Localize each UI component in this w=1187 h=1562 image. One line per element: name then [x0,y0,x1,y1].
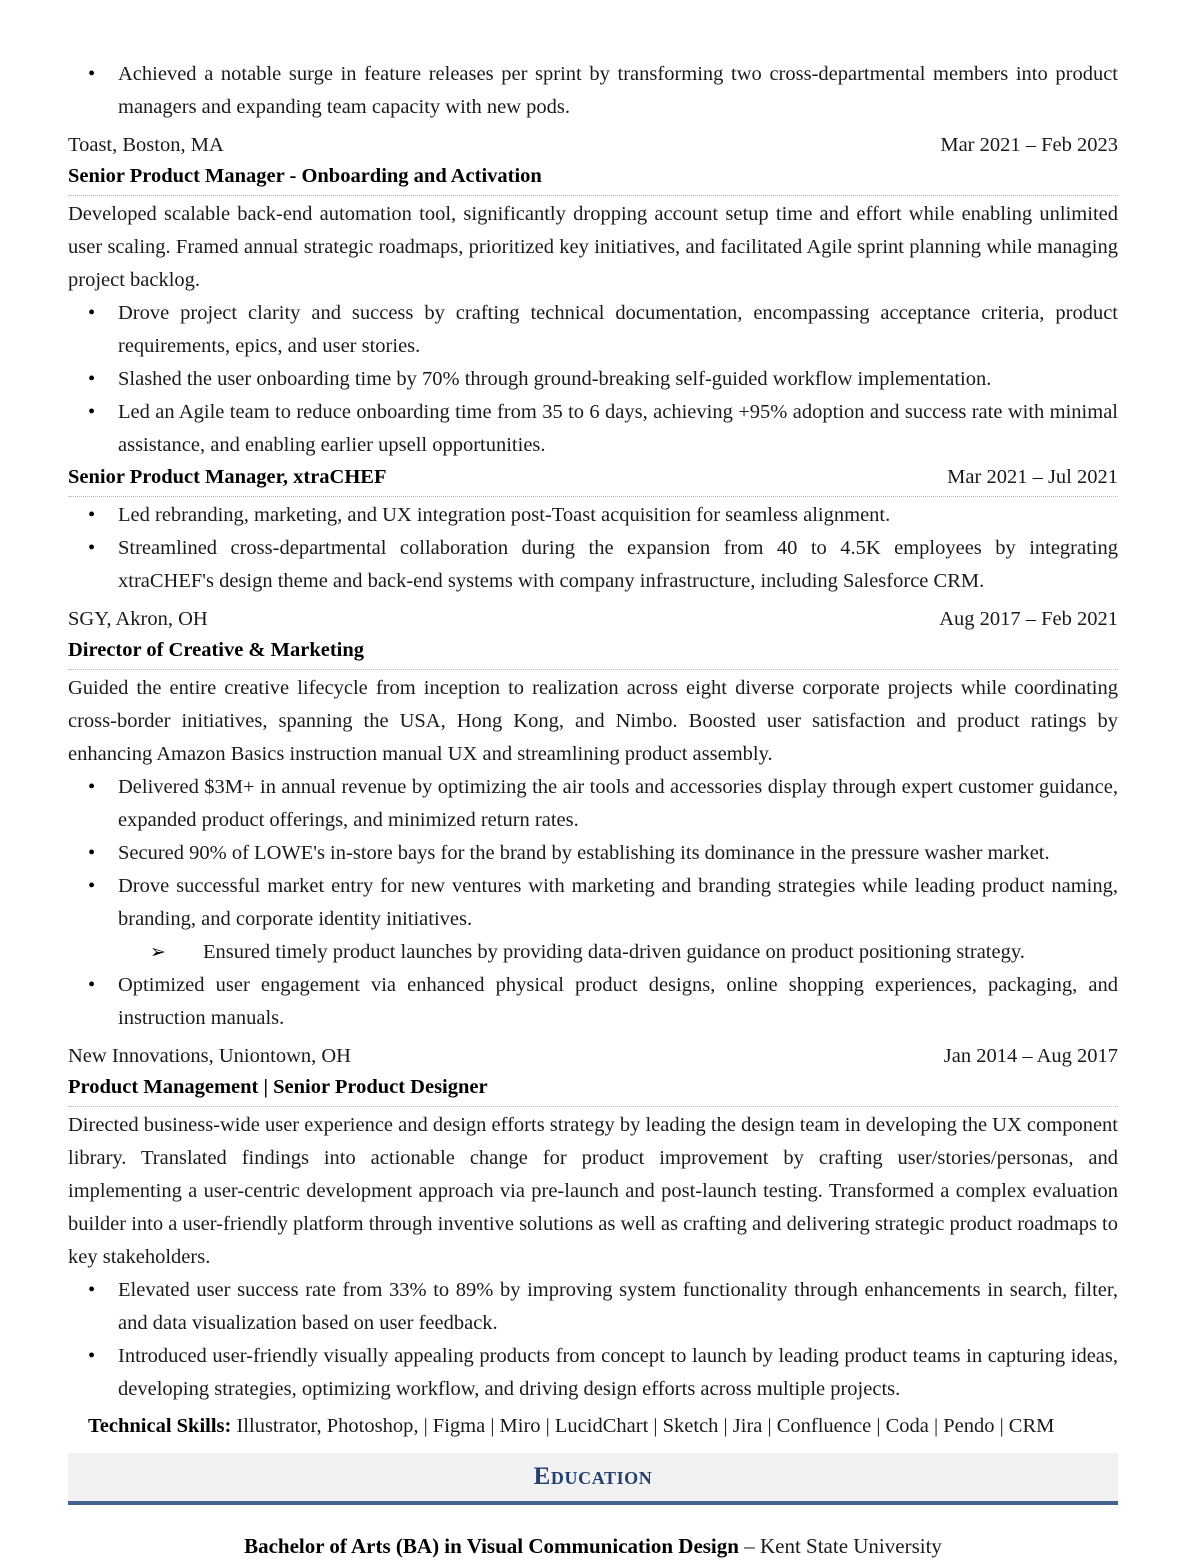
achievement-list [68,771,1118,936]
job-title: Senior Product Manager, xtraCHEF [68,466,387,488]
bullet-icon: • [88,974,96,996]
experience-role-row [68,635,1118,666]
separator-dash: – [744,1534,755,1558]
list-item [68,532,1118,598]
arrow-bullet-icon: ➢ [150,942,166,963]
bullet-icon: • [88,1345,96,1367]
list-item [68,870,1118,936]
list-item-text: Streamlined cross-departmental collaboration during the expansion from 40 to 4.5K employees by integrating xtraCHEF's design theme and back-end systems with company infrastructure, including Salesforce CRM. [118,537,1118,592]
list-item-text: Optimized user engagement via enhanced physical product designs, online shopping experiences, packaging, and instruction manuals. [118,974,1118,1029]
section-title: Education [533,1463,653,1490]
list-item-text: Led rebranding, marketing, and UX integration post-Toast acquisition for seamless alignment. [118,504,891,526]
experience-role-row [68,161,1118,192]
list-item [68,499,1118,532]
list-item-text: Introduced user-friendly visually appealing products from concept to launch by leading product teams in capturing ideas, developing strategies, optimizing workflow, and driving design efforts across multiple projects. [118,1345,1118,1400]
experience-role-row [68,1072,1118,1103]
sub-achievement-list [68,936,1118,969]
bullet-icon: • [88,302,96,324]
company-name: New Innovations, Uniontown, OH [68,1045,351,1067]
school-name: Kent State University [759,1534,942,1558]
list-item-text: Secured 90% of LOWE's in-store bays for the brand by establishing its dominance in the pressure washer market. [118,842,1050,864]
continued-bullet-list [68,58,1118,124]
achievement-list [68,499,1118,598]
education-section-header [68,1453,1118,1505]
bullet-icon: • [88,368,96,390]
bullet-icon: • [88,401,96,423]
list-item-text: Led an Agile team to reduce onboarding time from 35 to 6 days, achieving +95% adoption and success rate with minimal assistance, and enabling earlier upsell opportunities. [118,401,1118,456]
bullet-icon: • [88,842,96,864]
list-item [68,58,1118,124]
list-item-text: Achieved a notable surge in feature releases per sprint by transforming two cross-departmental members into product managers and expanding team capacity with new pods. [118,63,1118,118]
experience-company-row [68,604,1118,635]
list-item [68,363,1118,396]
role-summary: Developed scalable back-end automation tool, significantly dropping account setup time and effort while enabling unlimited user scaling. Framed annual strategic roadmaps, prioritized key initiatives, and facilitated Agile sprint planning while managing project backlog. [68,203,1118,291]
achievement-list [68,1274,1118,1406]
degree-name: Bachelor of Arts (BA) in Visual Communication Design [244,1534,739,1558]
bullet-icon: • [88,504,96,526]
employment-dates: Jan 2014 – Aug 2017 [943,1045,1118,1067]
experience-company-row [68,130,1118,161]
bullet-icon: • [88,875,96,897]
divider [68,1106,1118,1107]
list-item-text: Elevated user success rate from 33% to 89% by improving system functionality through enhancements in search, filter, and data visualization based on user feedback. [118,1279,1118,1334]
technical-skills-label: Technical Skills: [88,1415,232,1437]
technical-skills-line [68,1410,1118,1443]
role-summary: Directed business-wide user experience and design efforts strategy by leading the design team in developing the UX component library. Translated findings into actionable change for product improvement by crafting user/stories/personas, and implementing a user-centric development approach via pre-launch and post-launch testing. Transformed a complex evaluation builder into a user-friendly platform through inventive solutions as well as crafting and delivering strategic product roadmaps to key stakeholders. [68,1114,1118,1268]
achievement-list-continued [68,969,1118,1035]
list-item [68,936,1118,969]
list-item [68,837,1118,870]
divider [68,195,1118,196]
bullet-icon: • [88,537,96,559]
experience-role-row [68,462,1118,493]
list-item-text: Drove project clarity and success by crafting technical documentation, encompassing acceptance criteria, product requirements, epics, and user stories. [118,302,1118,357]
employment-dates: Mar 2021 – Jul 2021 [947,466,1118,488]
job-title: Director of Creative & Marketing [68,639,365,661]
job-title: Senior Product Manager - Onboarding and Activation [68,165,542,187]
experience-company-row [68,1041,1118,1072]
divider [68,496,1118,497]
list-item [68,1274,1118,1340]
company-name: SGY, Akron, OH [68,608,208,630]
role-summary: Guided the entire creative lifecycle from inception to realization across eight diverse corporate projects while coordinating cross-border initiatives, spanning the USA, Hong Kong, and Nimbo. Boosted user satisfaction and product ratings by enhancing Amazon Basics instruction manual UX and streamlining product assembly. [68,677,1118,765]
resume-content [68,58,1118,1562]
employment-dates: Aug 2017 – Feb 2021 [939,608,1118,630]
list-item [68,396,1118,462]
job-title: Product Management | Senior Product Designer [68,1076,488,1098]
list-item-text: Ensured timely product launches by providing data-driven guidance on product positioning strategy. [203,941,1025,963]
list-item-text: Drove successful market entry for new ventures with marketing and branding strategies while leading product naming, branding, and corporate identity initiatives. [118,875,1118,930]
list-item-text: Slashed the user onboarding time by 70% through ground-breaking self-guided workflow implementation. [118,368,992,390]
education-entry [68,1531,1118,1562]
divider [68,669,1118,670]
bullet-icon: • [88,63,96,85]
list-item [68,297,1118,363]
bullet-icon: • [88,776,96,798]
company-name: Toast, Boston, MA [68,134,224,156]
list-item-text: Delivered $3M+ in annual revenue by optimizing the air tools and accessories display through expert customer guidance, expanded product offerings, and minimized return rates. [118,776,1118,831]
technical-skills-value: Illustrator, Photoshop, | Figma | Miro | LucidChart | Sketch | Jira | Confluence | Coda | Pendo | CRM [236,1415,1055,1437]
list-item [68,1340,1118,1406]
bullet-icon: • [88,1279,96,1301]
employment-dates: Mar 2021 – Feb 2023 [940,134,1118,156]
list-item [68,969,1118,1035]
achievement-list [68,297,1118,462]
list-item [68,771,1118,837]
